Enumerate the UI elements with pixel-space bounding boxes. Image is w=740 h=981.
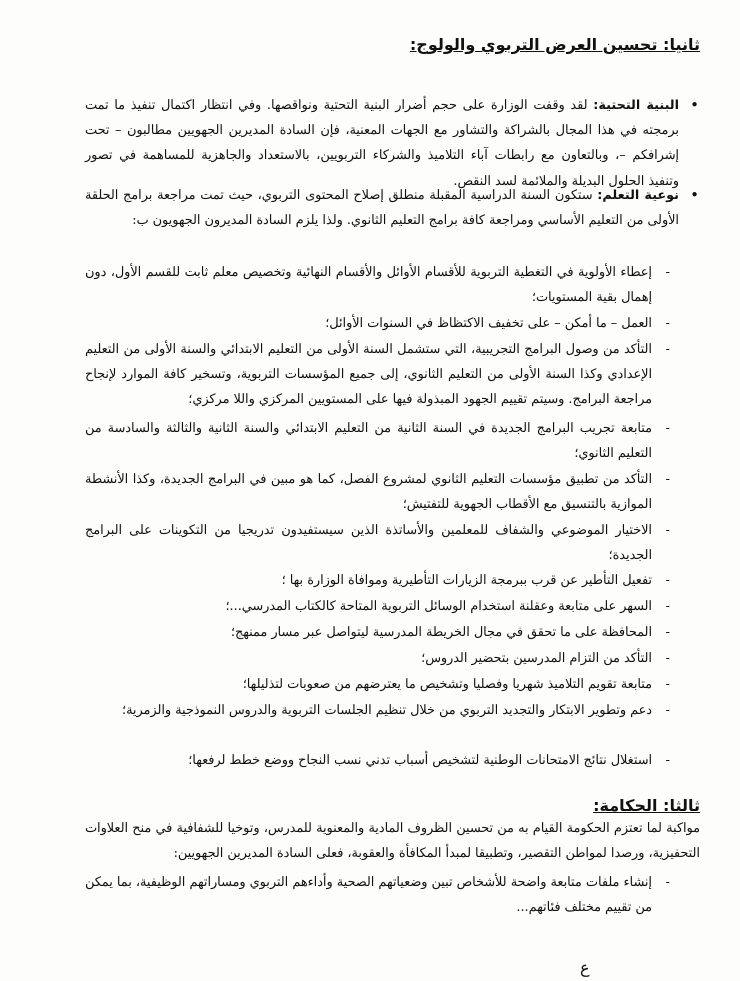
bullet-icon: • <box>690 186 699 204</box>
dash-icon: - <box>665 421 670 436</box>
list-item-text: متابعة تجريب البرامج الجديدة في السنة الثانية من التعليم الابتدائي والسنة الثانية والثالثة والسادسة من التعليم الثانوي؛ <box>85 421 652 462</box>
list-item-text: التأكد من التزام المدرسين بتحضير الدروس؛ <box>421 651 652 666</box>
dash-icon: - <box>665 651 670 666</box>
list-item-text: إنشاء ملفات متابعة واضحة للأشخاص تبين وضعياتهم الصحية وأداءهم التربوي ومساراتهم الوظيفية، بما يمكن من تقييم مختلف فئاتهم... <box>85 875 652 916</box>
list-item-text: إعطاء الأولوية في التغطية التربوية للأقسام الأوائل والأقسام النهائية وتخصيص معلم ثابت للقسم الأول، دون إهمال بقية المستويات؛ <box>85 265 652 306</box>
list-item-text: السهر على متابعة وعقلنة استخدام الوسائل التربوية المتاحة كالكتاب المدرسي...؛ <box>225 599 652 614</box>
paragraph-infrastructure <box>85 93 699 194</box>
dash-icon: - <box>665 703 670 718</box>
list-item-text: متابعة تقويم التلاميذ شهريا وفصليا وتشخيص ما يعترضهم من صعوبات لتذليلها؛ <box>242 677 652 692</box>
dash-icon: - <box>665 625 670 640</box>
section-3-intro <box>85 816 700 866</box>
dash-icon: - <box>665 523 670 538</box>
list-item-text: المحافظة على ما تحقق في مجال الخريطة المدرسية ليتواصل عبر مسار ممنهج؛ <box>230 625 652 640</box>
infrastructure-text: لقد وقفت الوزارة على حجم أضرار البنية التحتية ونواقصها. وفي انتظار اكتمال تنفيذ ما تمت برمجته في هذا المجال بالشراكة والتشاور مع الجهات المعنية، فإن السادة المديرين الجهويين مطالبون – تحت إشرافكم –، وبالتعاون مع رابطات آباء التلاميذ والشركاء التربويين، بالاستعداد والجاهزية للمساهمة في تصور وتنفيذ الحلول البديلة والملائمة لسد النقص. <box>85 98 679 189</box>
list-item <box>85 870 670 920</box>
list-item <box>85 311 670 336</box>
paragraph-learning-quality <box>85 183 699 233</box>
footer-mark: ع <box>580 958 590 977</box>
list-item-text: العمل – ما أمكن – على تخفيف الاكتظاظ في السنوات الأوائل؛ <box>325 316 652 331</box>
list-item <box>85 518 670 568</box>
list-item <box>85 467 670 517</box>
section-3-title: ثالثا: الحكامة: <box>593 796 700 815</box>
learning-text: ستكون السنة الدراسية المقبلة منطلق إصلاح المحتوى التربوي، حيث تمت مراجعة برامج الحلقة الأولى من التعليم الأساسي ومراجعة كافة برامج التعليم الثانوي. ولذا يلزم السادة المديرون الجهويون ب: <box>85 188 679 229</box>
list-item-text: الاختيار الموضوعي والشفاف للمعلمين والأساتذة الذين سيستفيدون تدريجيا من التكوينات على البرامج الجديدة؛ <box>85 523 652 564</box>
list-item-text: دعم وتطوير الابتكار والتجديد التربوي من خلال تنظيم الجلسات التربوية والدروس النموذجية والزمرية؛ <box>122 703 652 718</box>
bullet-icon: • <box>690 96 699 114</box>
dash-icon: - <box>665 342 670 357</box>
dash-icon: - <box>665 573 670 588</box>
dash-icon: - <box>665 316 670 331</box>
section-2-title: ثانيا: تحسين العرض التربوي والولوج: <box>409 35 700 54</box>
list-item-text: التأكد من تطبيق مؤسسات التعليم الثانوي لمشروع الفصل، كما هو مبين في البرامج الجديدة، وكذا الأنشطة الموازية بالتنسيق مع الأقطاب الجهوية للتفتيش؛ <box>85 472 652 513</box>
dash-icon: - <box>665 265 670 280</box>
dash-icon: - <box>665 753 670 768</box>
list-item <box>85 594 670 619</box>
list-item <box>85 260 670 310</box>
list-item <box>85 646 670 671</box>
list-item <box>85 416 670 466</box>
list-item <box>85 620 670 645</box>
list-item <box>85 748 670 773</box>
dash-icon: - <box>665 875 670 890</box>
list-item <box>85 568 670 593</box>
list-item-text: التأكد من وصول البرامج التجريبية، التي ستشمل السنة الأولى من التعليم الابتدائي والسنة الأولى من التعليم الإعدادي وكذا السنة الأولى من التعليم الثانوي، إلى جميع المؤسسات التربوية، وتسخير كافة الموارد لإنجاح مراجعة البرامج. وسيتم تقييم الجهود المبذولة فيها على المستويين المركزي واللا مركزي؛ <box>85 342 652 408</box>
dash-icon: - <box>665 599 670 614</box>
dash-icon: - <box>665 677 670 692</box>
list-item <box>85 337 670 413</box>
list-item <box>85 672 670 697</box>
dash-icon: - <box>665 472 670 487</box>
section-3-intro-text: مواكبة لما تعتزم الحكومة القيام به من تحسين الظروف المادية والمعنوية للمدرس، وتوخيا للشفافية في منح العلاوات التحفيزية، ورصدا لمواطن التقصير، وتطبيقا لمبدأ المكافأة والعقوبة، فعلى السادة المديرين الجهويين: <box>85 821 700 862</box>
infrastructure-label: البنية التحتية: <box>593 98 679 113</box>
learning-label: نوعية التعلم: <box>597 188 679 203</box>
list-item <box>85 698 670 723</box>
list-item-text: استغلال نتائج الامتحانات الوطنية لتشخيص أسباب تدني نسب النجاح ووضع خطط لرفعها؛ <box>188 753 652 768</box>
list-item-text: تفعيل التأطير عن قرب ببرمجة الزيارات التأطيرية وموافاة الوزارة بها ؛ <box>281 573 652 588</box>
